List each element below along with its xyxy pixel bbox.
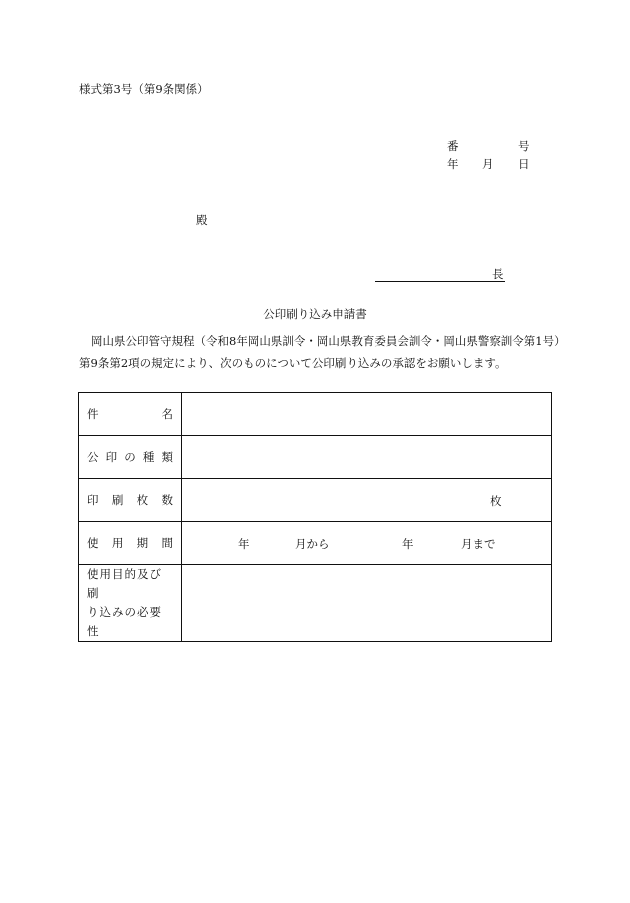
label-char: 件 — [87, 407, 99, 421]
label-char: 枚 — [136, 493, 149, 507]
value-print-count[interactable] — [182, 479, 552, 522]
body-text-line-1: 岡山県公印管守規程（令和8年岡山県訓令・岡山県教育委員会訓令・岡山県警察訓令第1号） — [91, 334, 566, 348]
value-purpose[interactable] — [182, 565, 552, 642]
label-char: 名 — [161, 407, 173, 421]
form-number-label: 様式第3号（第9条関係） — [79, 82, 209, 96]
table-row-print-count — [79, 479, 552, 522]
label-char: 用 — [111, 536, 124, 550]
date-month-label: 月 — [482, 157, 494, 171]
label-line-2: り込みの必要性 — [87, 605, 162, 638]
value-seal-type[interactable] — [182, 436, 552, 479]
table-row-purpose — [79, 565, 552, 642]
sheet-unit-label: 枚 — [490, 494, 502, 508]
value-subject[interactable] — [182, 393, 552, 436]
table-row-seal-type — [79, 436, 552, 479]
date-day-label: 日 — [518, 157, 530, 171]
label-print-count — [79, 479, 182, 522]
table-row-usage-period — [79, 522, 552, 565]
period-from-year: 年 — [238, 537, 250, 551]
label-char: 刷 — [111, 493, 124, 507]
label-char: の — [124, 450, 136, 464]
label-char: 公 — [87, 450, 99, 464]
date-year-label: 年 — [447, 157, 459, 171]
application-table — [78, 392, 552, 642]
document-number-label-ban: 番 — [447, 139, 459, 153]
label-char: 種 — [142, 450, 155, 464]
table-row-subject — [79, 393, 552, 436]
signature-title: 長 — [492, 267, 504, 281]
label-subject — [79, 393, 182, 436]
label-char: 間 — [161, 536, 173, 550]
document-title: 公印刷り込み申請書 — [263, 307, 367, 321]
document-number-label-go: 号 — [518, 139, 530, 153]
signature-underline — [375, 281, 505, 282]
period-to-month: 月まで — [461, 537, 496, 551]
label-usage-period — [79, 522, 182, 565]
body-text-line-2: 第9条第2項の規定により、次のものについて公印刷り込みの承認をお願いします。 — [79, 356, 507, 370]
label-line-1: 使用目的及び刷 — [87, 567, 162, 600]
label-char: 数 — [161, 493, 173, 507]
label-char: 使 — [87, 536, 99, 550]
label-seal-type — [79, 436, 182, 479]
label-purpose — [79, 565, 182, 642]
period-from-month: 月から — [295, 537, 330, 551]
label-char: 期 — [136, 536, 149, 550]
label-char: 類 — [161, 450, 173, 464]
addressee-suffix: 殿 — [196, 213, 208, 227]
label-char: 印 — [87, 493, 99, 507]
label-char: 印 — [105, 450, 118, 464]
period-to-year: 年 — [402, 537, 414, 551]
value-usage-period[interactable] — [182, 522, 552, 565]
